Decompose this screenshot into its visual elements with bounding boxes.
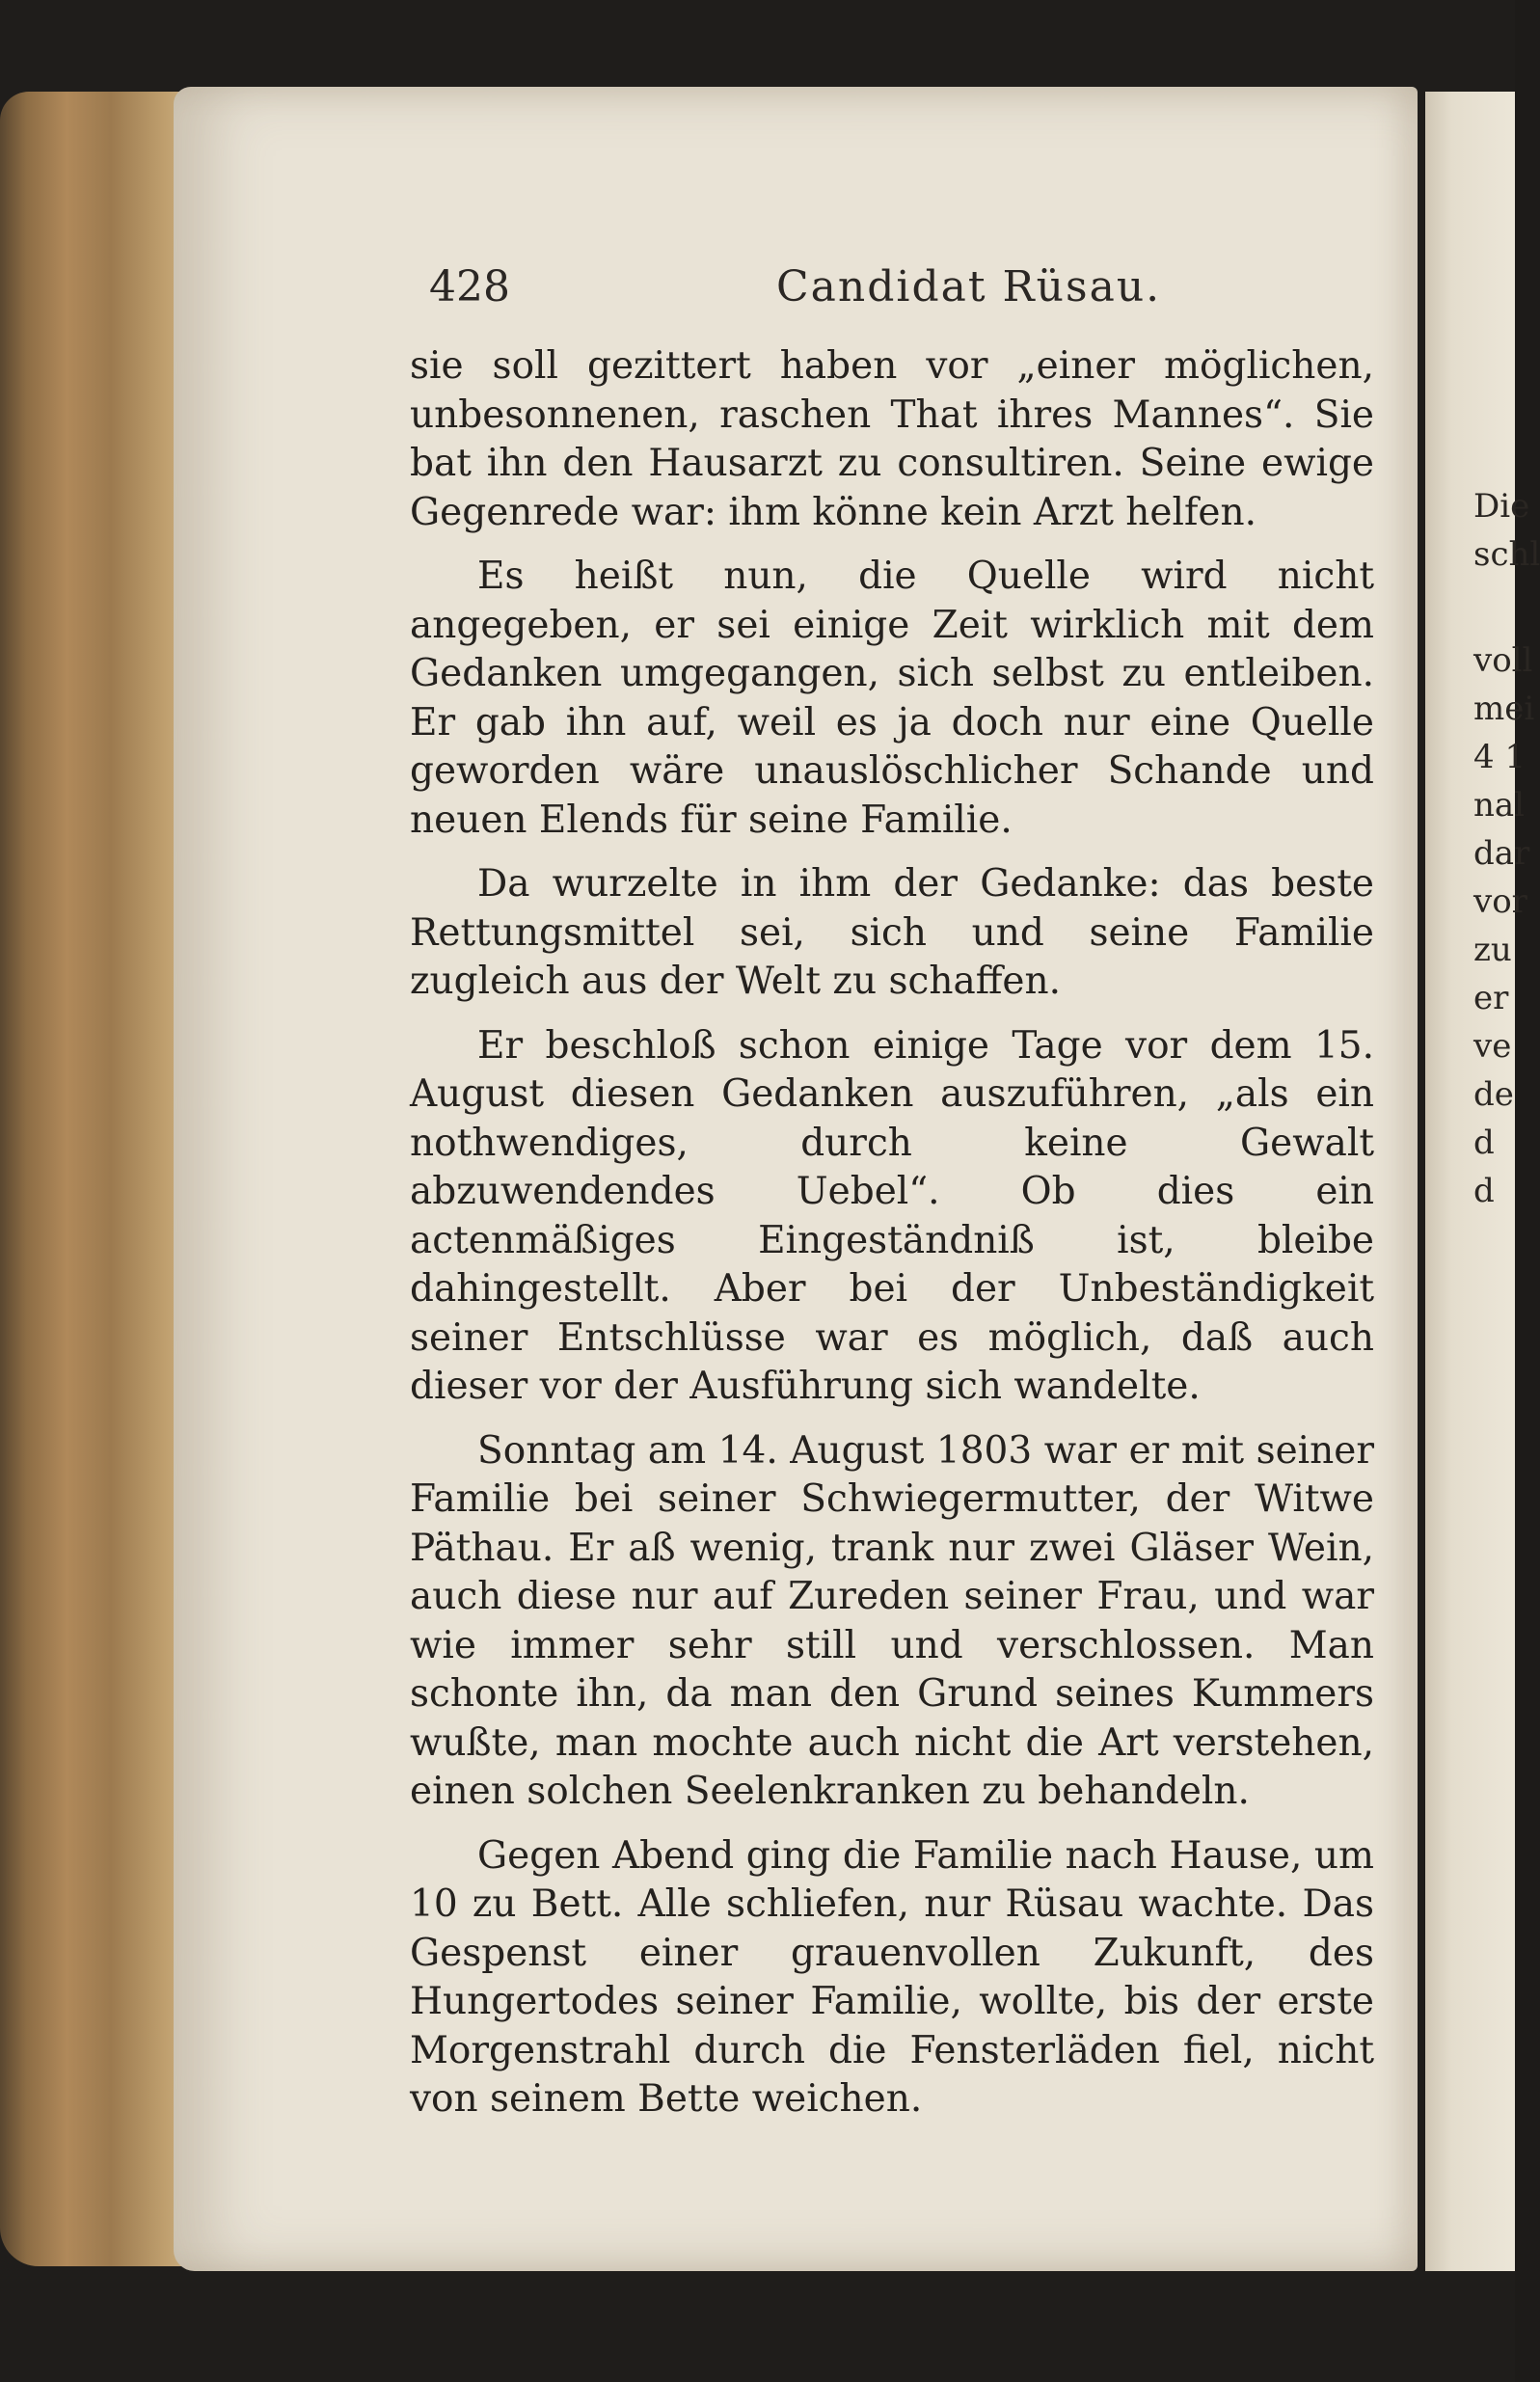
- facing-fragment: mei: [1473, 690, 1535, 728]
- facing-fragment: de: [1473, 1075, 1514, 1114]
- facing-page-strip: [1425, 92, 1540, 2271]
- facing-fragment: zu: [1473, 931, 1512, 969]
- facing-fragment: d: [1473, 1123, 1495, 1162]
- facing-fragment: Die: [1473, 487, 1530, 526]
- facing-fragment: voll: [1473, 641, 1533, 680]
- paragraph: Sonntag am 14. August 1803 war er mit seiner Familie bei seiner Schwiegermutter, der Witwe Päthau. Er aß wenig, trank nur zwei Gläser Wein, auch diese nur auf Zureden seiner Frau, und war wie immer sehr still und verschlossen. Man schonte ihn, da man den Grund seines Kummers wußte, man mochte auch nicht die Art verstehen, einen solchen Seelenkranken zu behandeln.: [410, 1428, 1374, 1813]
- paragraph: Gegen Abend ging die Familie nach Hause, um 10 zu Bett. Alle schliefen, nur Rüsau wachte. Das Gespenst einer grauenvollen Zukunft, des Hungertodes seiner Familie, wollte, bis der erste Morgenstrahl durch die Fensterläden fiel, nicht von seinem Bette weichen.: [410, 1833, 1374, 2121]
- facing-fragment: vor: [1473, 882, 1527, 921]
- paragraph: Da wurzelte in ihm der Gedanke: das beste Rettungsmittel sei, sich und seine Familie zugleich aus der Welt zu schaffen.: [410, 862, 1374, 1003]
- facing-fragment: ve: [1473, 1027, 1512, 1066]
- facing-fragment: er: [1473, 979, 1509, 1017]
- paragraph: sie soll gezittert haben vor „einer möglichen, unbesonnenen, raschen That ihres Mannes“. Sie bat ihn den Hausarzt zu consultiren. Seine ewige Gegenrede war: ihm könne kein Arzt helfen.: [410, 344, 1374, 534]
- facing-fragment: nal: [1473, 786, 1526, 825]
- paragraph: Er beschloß schon einige Tage vor dem 15. August diesen Gedanken auszuführen, „als ein nothwendiges, durch keine Gewalt abzuwendendes Uebel“. Ob dies ein actenmäßiges Eingeständniß ist, bleibe dahingestellt. Aber bei der Unbeständigkeit seiner Entschlüsse war es möglich, daß auch dieser vor der Ausführung sich wandelte.: [410, 1023, 1374, 1408]
- facing-fragment: schl: [1473, 535, 1540, 574]
- facing-fragment: 4 1: [1473, 738, 1526, 776]
- body-text: [410, 342, 1374, 2140]
- paragraph: Es heißt nun, die Quelle wird nicht angegeben, er sei einige Zeit wirklich mit dem Gedanken umgegangen, sich selbst zu entleiben. Er gab ihn auf, weil es ja doch nur eine Quelle geworden wäre unauslöschlicher Schande und neuen Elends für seine Familie.: [410, 555, 1374, 842]
- page-number: 428: [429, 262, 510, 311]
- facing-fragment: d: [1473, 1172, 1495, 1210]
- running-title: Candidat Rüsau.: [776, 262, 1162, 311]
- facing-fragment: dar: [1473, 834, 1530, 873]
